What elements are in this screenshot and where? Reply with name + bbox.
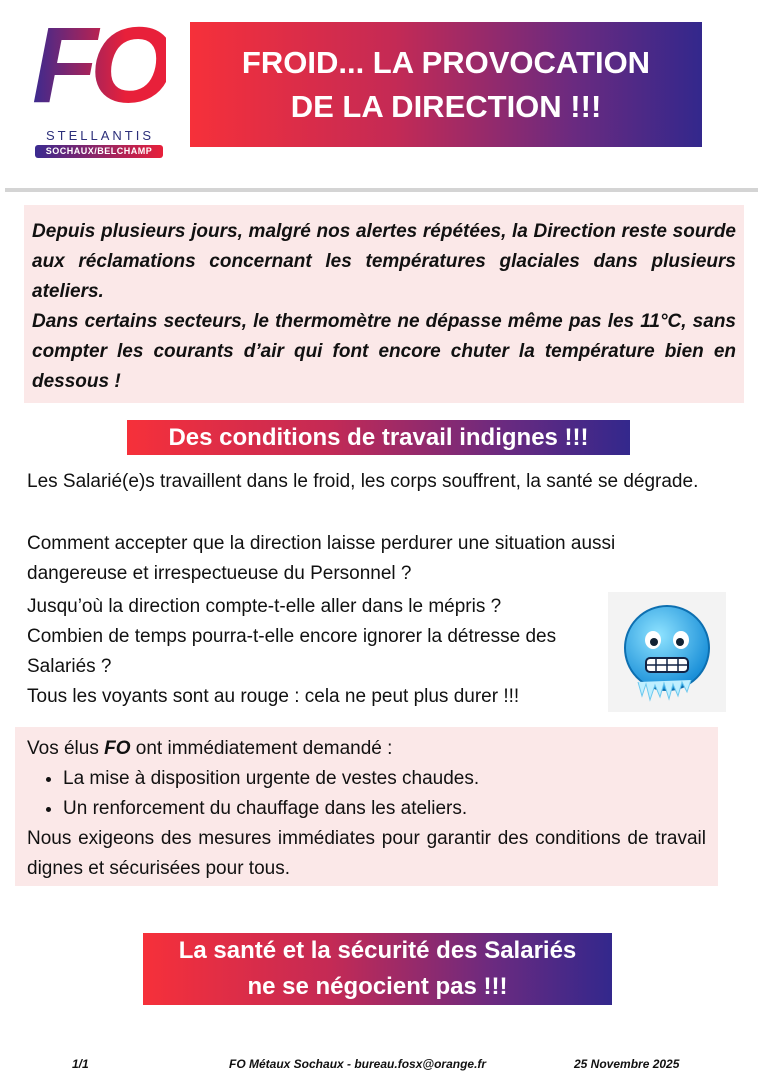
demands-intro-text: Vos élus [27,738,105,759]
logo-brand: STELLANTIS [45,128,155,143]
freezing-face-icon [608,592,726,712]
section-heading: Des conditions de travail indignes !!! [127,420,630,455]
logo-site: SOCHAUX/BELCHAMP [35,145,163,158]
intro-paragraph-1: Depuis plusieurs jours, malgré nos alertes répétées, la Direction reste sourde aux réclamations concernant les températures glaciales dans plusieurs ateliers. [32,221,736,302]
page-number: 1/1 [72,1057,89,1071]
closing-line-2: ne se négocient pas !!! [247,973,508,1000]
body-paragraph-5: Tous les voyants sont au rouge : cela ne peut plus durer !!! [27,686,520,707]
intro-paragraph-2: Dans certains secteurs, le thermomètre ne dépasse même pas les 11°C, sans compter les courants d’air qui font encore chuter la température bien en dessous ! [32,311,736,392]
divider [5,188,758,192]
fo-stellantis-logo [30,4,170,160]
body-paragraph-3: Jusqu’où la direction compte-t-elle aller dans le mépris ? [27,596,502,617]
body-paragraph-4: Combien de temps pourra-t-elle encore ignorer la détresse des Salariés ? [27,626,557,677]
closing-line-1: La santé et la sécurité des Salariés [178,937,577,964]
footer-date: 25 Novembre 2025 [574,1057,680,1071]
title-line-1: FROID... LA PROVOCATION [241,44,651,80]
intro-box [24,205,744,403]
list-item: • La mise à disposition urgente de vestes chaudes. [63,764,706,794]
footer-contact: FO Métaux Sochaux - bureau.fosx@orange.fr [229,1057,487,1071]
title-line-2: DE LA DIRECTION !!! [290,88,602,124]
list-item: • Un renforcement du chauffage dans les ateliers. [63,794,706,824]
body-paragraph-1: Les Salarié(e)s travaillent dans le froid, les corps souffrent, la santé se dégrade. [27,471,699,492]
demands-intro [27,734,706,764]
body-paragraph-2: Comment accepter que la direction laisse perdurer une situation aussi dangereuse et irrespectueuse du Personnel ? [27,533,616,584]
demands-conclusion: Nous exigeons des mesures immédiates pour garantir des conditions de travail dignes et sécurisées pour tous. [27,828,706,879]
fo-emphasis: FO [104,738,131,759]
closing-banner [143,933,612,1005]
demands-list [27,764,706,824]
page-title [190,22,702,147]
logo-letters: FO [32,4,166,125]
demands-intro-text-end: ont immédiatement demandé : [130,738,393,759]
demands-box [15,727,718,886]
